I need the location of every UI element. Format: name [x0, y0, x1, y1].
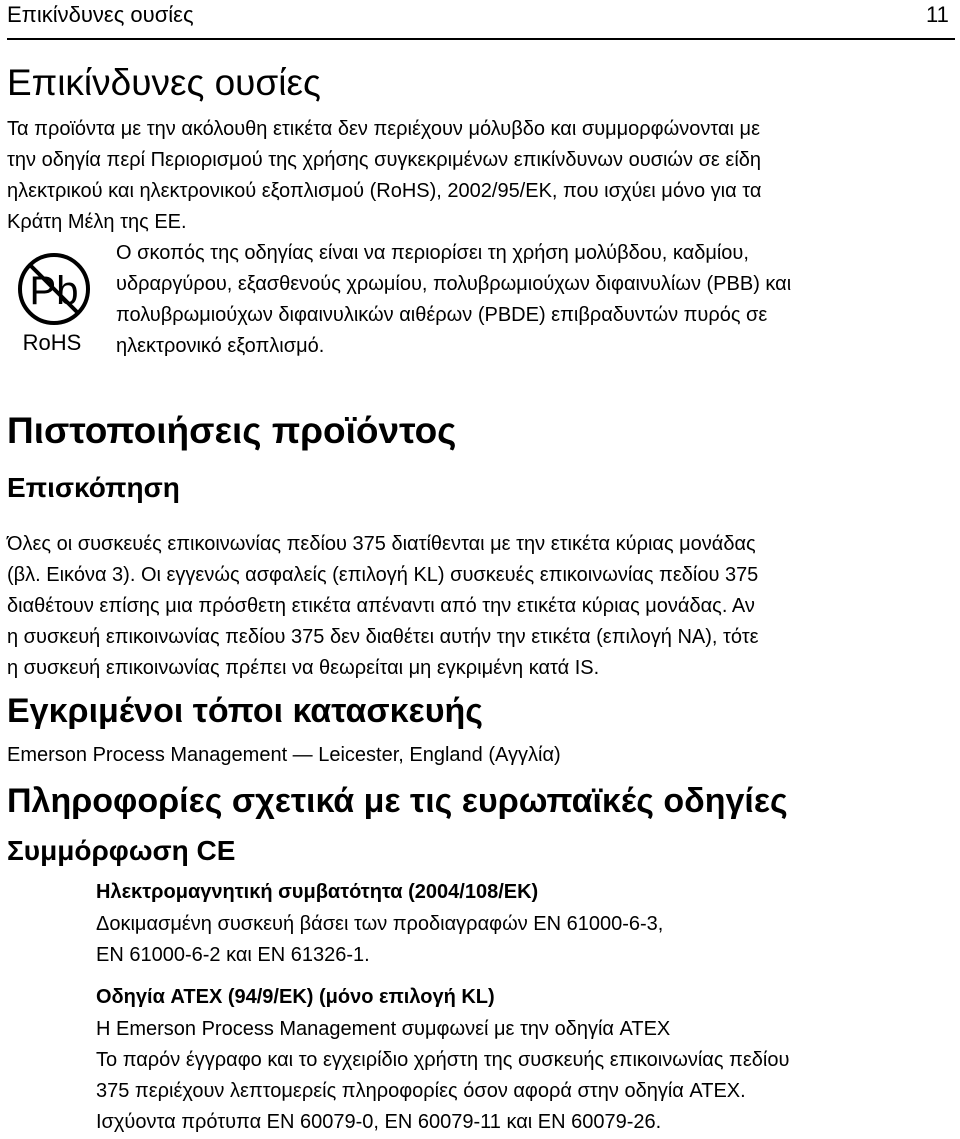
text-line: την οδηγία περί Περιορισμού της χρήσης συγκεκριμένων επικίνδυνων ουσιών σε είδη: [7, 149, 762, 171]
emc-paragraph: [96, 909, 663, 971]
text-line: Τα προϊόντα με την ακόλουθη ετικέτα δεν περιέχουν μόλυβδο και συμμορφώνονται με: [7, 118, 760, 140]
emc-title: Ηλεκτρομαγνητική συμβατότητα (2004/108/ΕΚ): [96, 881, 539, 903]
text-line: υδραργύρου, εξασθενούς χρωμίου, πολυβρωμιούχων διφαινυλίων (PBB) και: [116, 273, 792, 295]
text-line: Όλες οι συσκευές επικοινωνίας πεδίου 375 διατίθενται με την ετικέτα κύριας μονάδας: [7, 533, 756, 555]
heading-manufacturing-locations: Εγκριμένοι τόποι κατασκευής: [7, 692, 483, 730]
text-line: ηλεκτρικού και ηλεκτρονικού εξοπλισμού (RoHS), 2002/95/ΕΚ, που ισχύει μόνο για τα: [7, 180, 762, 202]
hazard-paragraph-2: [116, 238, 791, 362]
certification-paragraph: [7, 529, 759, 684]
atex-title: Οδηγία ATEX (94/9/ΕΚ) (μόνο επιλογή KL): [96, 986, 495, 1008]
text-line: πολυβρωμιούχων διφαινυλικών αιθέρων (PBDE) επιβραδυντών πυρός σε: [116, 304, 768, 326]
logo-symbol: Pb: [29, 269, 79, 313]
running-header-title: Επικίνδυνες ουσίες: [7, 2, 194, 27]
subheading-overview: Επισκόπηση: [7, 472, 180, 503]
atex-paragraph: [96, 1014, 789, 1138]
manufacturing-location-text: Emerson Process Management — Leicester, England (Αγγλία): [7, 744, 561, 766]
text-line: Δοκιμασμένη συσκευή βάσει των προδιαγραφών EN 61000-6-3,: [96, 913, 664, 935]
text-line: Κράτη Μέλη της ΕΕ.: [7, 211, 187, 233]
text-line: EN 61000-6-2 και EN 61326-1.: [96, 944, 370, 966]
text-line: Το παρόν έγγραφο και το εγχειρίδιο χρήστη της συσκευής επικοινωνίας πεδίου: [96, 1049, 790, 1071]
header-divider: [7, 38, 955, 40]
text-line: Η Emerson Process Management συμφωνεί με την οδηγία ATEX: [96, 1018, 671, 1040]
pb-crossed-circle-icon: [14, 247, 94, 357]
text-line: η συσκευή επικοινωνίας πεδίου 375 δεν διαθέτει αυτήν την ετικέτα (επιλογή ΝΑ), τότε: [7, 626, 759, 648]
heading-product-certifications: Πιστοποιήσεις προϊόντος: [7, 410, 457, 451]
text-line: Ισχύοντα πρότυπα EN 60079-0, EN 60079-11 και EN 60079-26.: [96, 1111, 662, 1133]
heading-hazardous-substances: Επικίνδυνες ουσίες: [7, 62, 321, 103]
text-line: (βλ. Εικόνα 3). Οι εγγενώς ασφαλείς (επιλογή KL) συσκευές επικοινωνίας πεδίου 375: [7, 564, 759, 586]
subheading-ce-compliance: Συμμόρφωση CE: [7, 835, 236, 866]
page-number: 11: [926, 2, 949, 27]
text-line: 375 περιέχουν λεπτομερείς πληροφορίες όσον αφορά στην οδηγία ATEX.: [96, 1080, 746, 1102]
heading-european-directives: Πληροφορίες σχετικά με τις ευρωπαϊκές οδηγίες: [7, 782, 788, 820]
text-line: η συσκευή επικοινωνίας πρέπει να θεωρείται μη εγκριμένη κατά IS.: [7, 657, 600, 679]
text-line: διαθέτουν επίσης μια πρόσθετη ετικέτα απέναντι από την ετικέτα κύριας μονάδας. Αν: [7, 595, 755, 617]
rohs-lead-free-logo: [14, 247, 94, 357]
text-line: Ο σκοπός της οδηγίας είναι να περιορίσει τη χρήση μολύβδου, καδμίου,: [116, 242, 749, 264]
logo-label: RoHS: [22, 330, 82, 355]
hazard-paragraph-1: [7, 114, 761, 238]
text-line: ηλεκτρονικό εξοπλισμό.: [116, 335, 325, 357]
